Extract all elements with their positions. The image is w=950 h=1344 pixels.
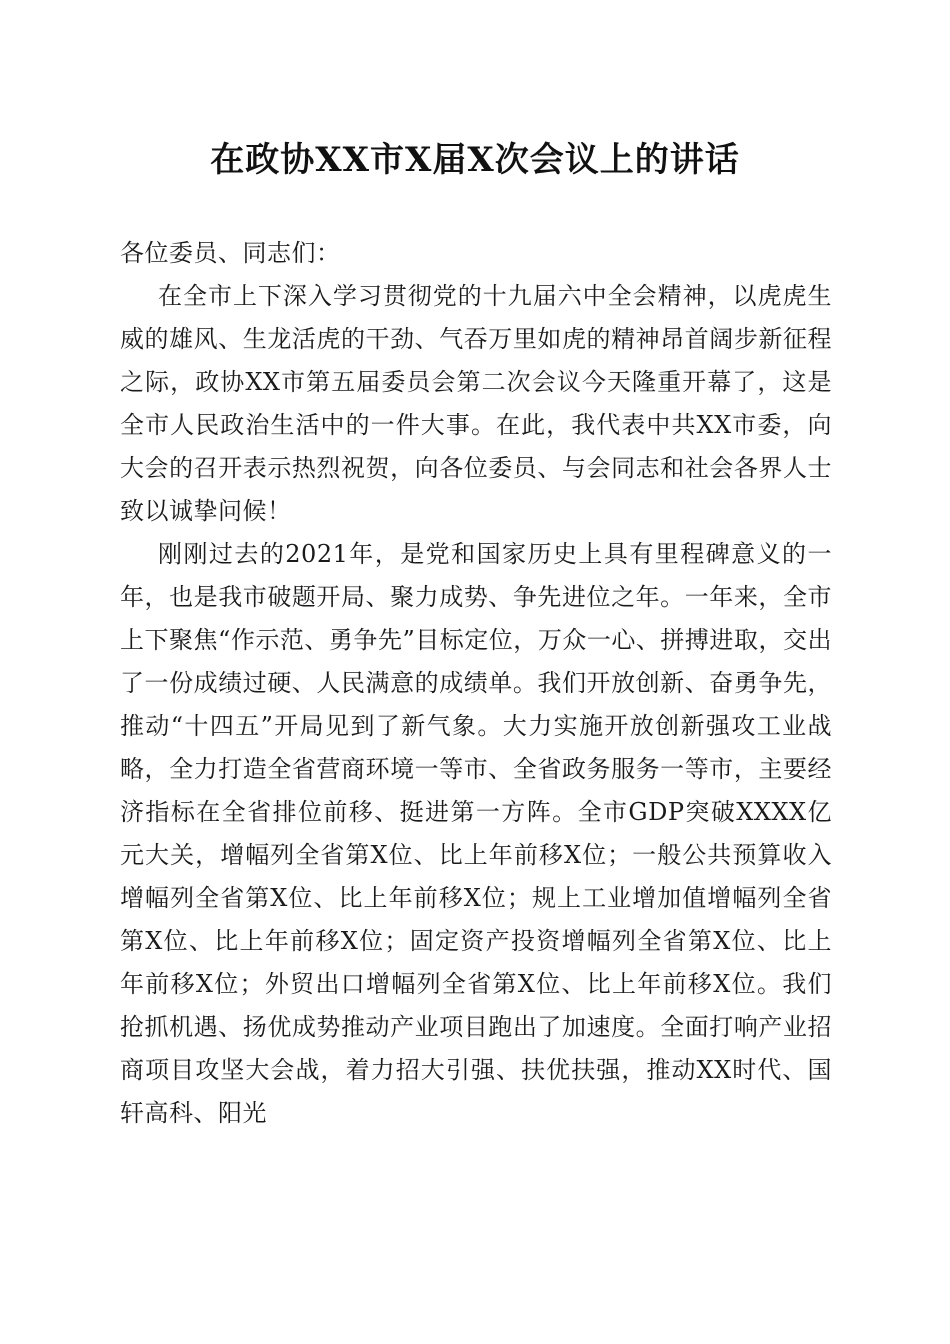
paragraph-2: 刚刚过去的2021年，是党和国家历史上具有里程碑意义的一年，也是我市破题开局、聚力成势、争先进位之年。一年来，全市上下聚焦“作示范、勇争先”目标定位，万众一心、拼搏进取，交出了一份成绩过硬、人民满意的成绩单。我们开放创新、奋勇争先，推动“十四五”开局见到了新气象。大力实施开放创新强攻工业战略，全力打造全省营商环境一等市、全省政务服务一等市，主要经济指标在全省排位前移、挺进第一方阵。全市GDP突破XXXX亿元大关，增幅列全省第X位、比上年前移X位；一般公共预算收入增幅列全省第X位、比上年前移X位；规上工业增加值增幅列全省第X位、比上年前移X位；固定资产投资增幅列全省第X位、比上年前移X位；外贸出口增幅列全省第X位、比上年前移X位。我们抢抓机遇、扬优成势推动产业项目跑出了加速度。全面打响产业招商项目攻坚大会战，着力招大引强、扶优扶强，推动XX时代、国轩高科、阳光 bbox=[120, 540, 832, 1127]
document-title: 在政协XX市X届X次会议上的讲话 bbox=[210, 140, 740, 180]
salutation: 各位委员、同志们： bbox=[120, 239, 341, 267]
paragraph-1: 在全市上下深入学习贯彻党的十九届六中全会精神，以虎虎生威的雄风、生龙活虎的干劲、气吞万里如虎的精神昂首阔步新征程之际，政协XX市第五届委员会第二次会议今天隆重开幕了，这是全市人民政治生活中的一件大事。在此，我代表中共XX市委，向大会的召开表示热烈祝贺，向各位委员、与会同志和社会各界人士致以诚挚问候！ bbox=[120, 282, 832, 525]
document-body bbox=[120, 232, 832, 1135]
